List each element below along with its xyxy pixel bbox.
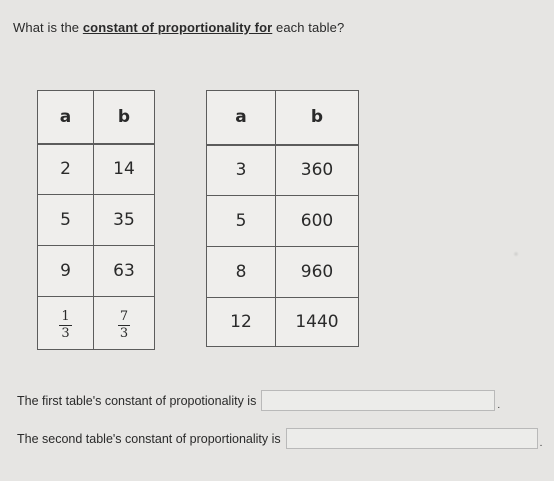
table-row — [38, 246, 155, 297]
question-prefix: What is the — [13, 20, 83, 35]
header-a: a — [207, 91, 276, 145]
cell-a: 5 — [38, 195, 94, 246]
header-a: a — [38, 91, 94, 144]
table-1 — [37, 90, 155, 350]
period: . — [497, 400, 501, 411]
cell-b: 1440 — [276, 298, 359, 347]
cell-a: 8 — [207, 247, 276, 298]
answer-label-second: The second table's constant of proportionality is — [17, 431, 281, 446]
table-row — [207, 196, 359, 247]
fraction-numerator: 1 — [61, 309, 70, 324]
cell-b — [94, 297, 155, 350]
fraction-numerator: 7 — [119, 309, 129, 324]
fraction-a — [59, 310, 71, 341]
question-underlined: constant of proportionality for — [82, 20, 273, 35]
cell-a — [38, 297, 94, 350]
table-2 — [206, 90, 359, 347]
answer-input-first[interactable] — [261, 390, 495, 411]
cell-b: 14 — [94, 144, 155, 195]
header-b: b — [94, 91, 155, 144]
table-row-fraction — [38, 297, 155, 350]
table-row — [38, 144, 155, 195]
cell-a: 3 — [207, 145, 276, 196]
cell-b: 360 — [276, 145, 359, 196]
table-row — [38, 195, 155, 246]
screen-speck — [513, 251, 519, 257]
table-row — [207, 298, 359, 347]
question-text — [13, 20, 344, 35]
answer-row-second — [17, 428, 542, 449]
cell-a: 12 — [207, 298, 276, 347]
question-suffix: each table? — [272, 20, 345, 35]
cell-a: 5 — [207, 196, 276, 247]
cell-a: 2 — [38, 144, 94, 195]
cell-a: 9 — [38, 246, 94, 297]
cell-b: 960 — [276, 247, 359, 298]
cell-b: 63 — [94, 246, 155, 297]
cell-b: 600 — [276, 196, 359, 247]
fraction-denominator: 3 — [119, 326, 129, 341]
answer-label-first: The first table's constant of propotionality is — [17, 393, 257, 408]
answer-input-second[interactable] — [286, 428, 538, 449]
table-row — [207, 145, 359, 196]
fraction-denominator: 3 — [61, 326, 70, 341]
table-header-row — [207, 91, 359, 145]
cell-b: 35 — [94, 195, 155, 246]
header-b: b — [276, 91, 359, 145]
fraction-b — [118, 310, 130, 341]
period: . — [539, 438, 543, 449]
table-header-row — [38, 91, 155, 144]
answer-row-first — [17, 390, 500, 411]
table-row — [207, 247, 359, 298]
